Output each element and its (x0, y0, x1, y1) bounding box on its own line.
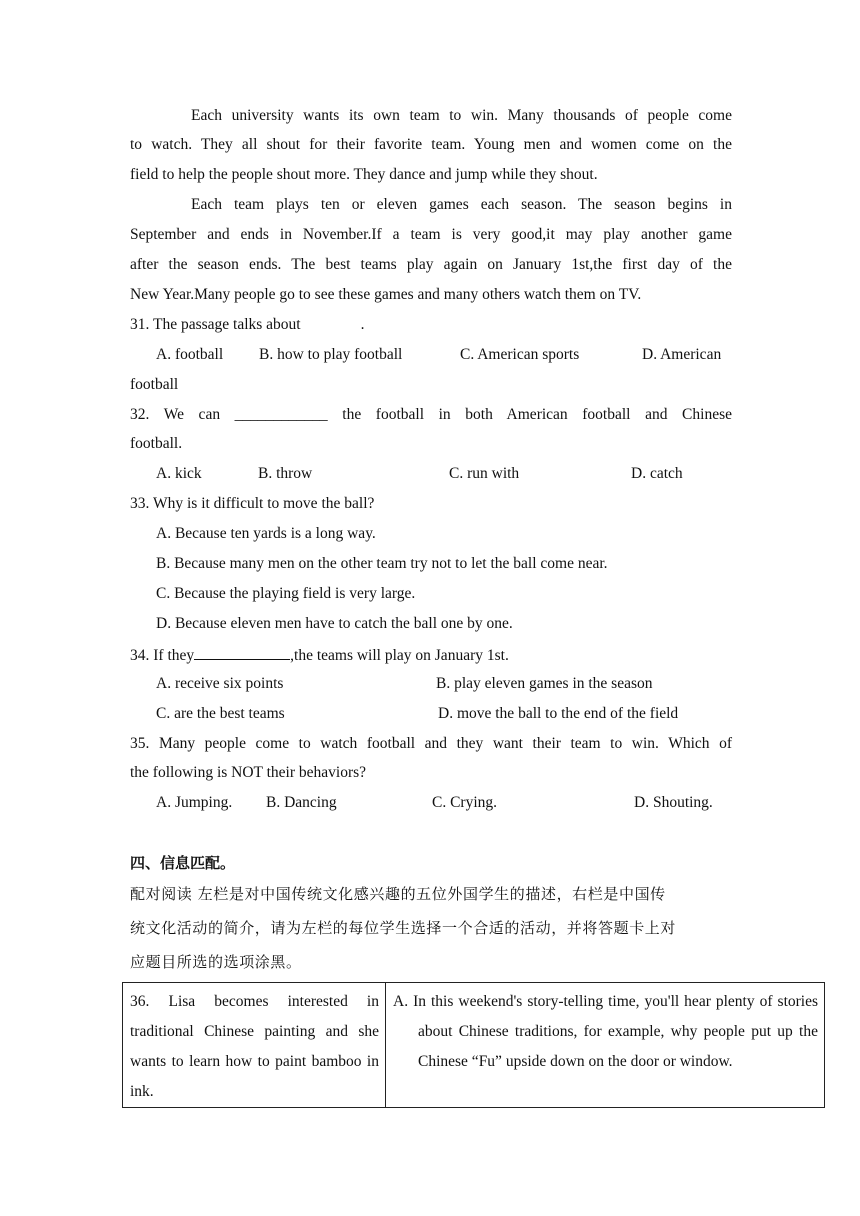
question-31-stem-text: 31. The passage talks about (130, 316, 301, 333)
question-31-option-d-wrap: football (130, 376, 179, 393)
matching-left-cell-36: 36. Lisa becomes interested in traditional Chinese painting and she wants to learn how to paint bamboo in ink. (123, 983, 386, 1108)
question-31-stem-end: . (360, 316, 365, 333)
question-33-option-c: C. Because the playing field is very large. (156, 585, 416, 602)
passage-p2-line-1: Each team plays ten or eleven games each season. The season begins in (191, 196, 732, 213)
question-33-option-d: D. Because eleven men have to catch the ball one by one. (156, 615, 513, 632)
passage-p1-line-2: to watch. They all shout for their favorite team. Young men and women come on the (130, 136, 732, 153)
passage-p2-line-2: September and ends in November.If a team is very good,it may play another game (130, 226, 732, 243)
question-31-option-c: C. American sports (460, 346, 580, 363)
answer-blank (194, 644, 290, 660)
section-4-instructions-line-1: 配对阅读 左栏是对中国传统文化感兴趣的五位外国学生的描述，右栏是中国传 (130, 885, 666, 903)
question-35-option-c: C. Crying. (432, 794, 498, 811)
matching-right-cell-a (386, 983, 825, 1108)
passage-p1-line-3: field to help the people shout more. They dance and jump while they shout. (130, 166, 598, 183)
question-32-option-d: D. catch (631, 465, 683, 482)
matching-table (122, 982, 825, 1108)
question-35-option-d: D. Shouting. (634, 794, 713, 811)
question-34-option-a: A. receive six points (156, 675, 284, 692)
question-34-options-row-2 (156, 704, 732, 724)
question-35-stem-line-1: 35. Many people come to watch football and they want their team to win. Which of (130, 735, 732, 752)
section-4-heading: 四、信息匹配。 (130, 854, 236, 872)
question-31-option-d: D. American (642, 346, 722, 363)
question-35-option-a: A. Jumping. (156, 794, 233, 811)
question-34-stem (130, 644, 732, 666)
question-34-option-d: D. move the ball to the end of the field (438, 705, 679, 722)
question-35-stem-line-2: the following is NOT their behaviors? (130, 764, 367, 781)
table-row (123, 983, 825, 1108)
passage-p1-line-1: Each university wants its own team to win. Many thousands of people come (191, 107, 732, 124)
question-35-options (156, 793, 732, 813)
question-32-stem-line-2: football. (130, 435, 183, 452)
question-34-options-row-1 (156, 674, 732, 694)
question-34-option-b: B. play eleven games in the season (436, 675, 653, 692)
question-34-stem-text: 34. If they (130, 647, 195, 664)
question-32-stem-line-1: 32. We can ____________ the football in both American football and Chinese (130, 406, 732, 423)
question-34-option-c: C. are the best teams (156, 705, 285, 722)
passage-p2-line-3: after the season ends. The best teams play again on January 1st,the first day of the (130, 256, 732, 273)
question-32-option-c: C. run with (449, 465, 520, 482)
question-34-stem-end: ,the teams will play on January 1st. (290, 647, 509, 664)
question-32-option-b: B. throw (258, 465, 313, 482)
section-4-instructions-line-3: 应题目所选的选项涂黑。 (130, 953, 302, 971)
section-4-instructions-line-2: 统文化活动的简介，请为左栏的每位学生选择一个合适的活动，并将答题卡上对 (130, 919, 677, 937)
question-33-option-a: A. Because ten yards is a long way. (156, 525, 376, 542)
question-35-option-b: B. Dancing (266, 794, 337, 811)
question-31-option-b: B. how to play football (259, 346, 403, 363)
question-33-stem: 33. Why is it difficult to move the ball? (130, 495, 375, 512)
question-31-options (156, 345, 732, 365)
question-31-stem (130, 315, 732, 335)
question-32-options (156, 464, 732, 484)
question-33-option-b: B. Because many men on the other team try not to let the ball come near. (156, 555, 608, 572)
question-32-option-a: A. kick (156, 465, 202, 482)
matching-option-a-text: A. In this weekend's story-telling time, you'll hear plenty of stories about Chinese traditions, for example, why people put up the Chinese “Fu” upside down on the door or window. (393, 993, 818, 1070)
passage-p2-line-4: New Year.Many people go to see these games and many others watch them on TV. (130, 286, 642, 303)
question-31-option-a: A. football (156, 346, 224, 363)
